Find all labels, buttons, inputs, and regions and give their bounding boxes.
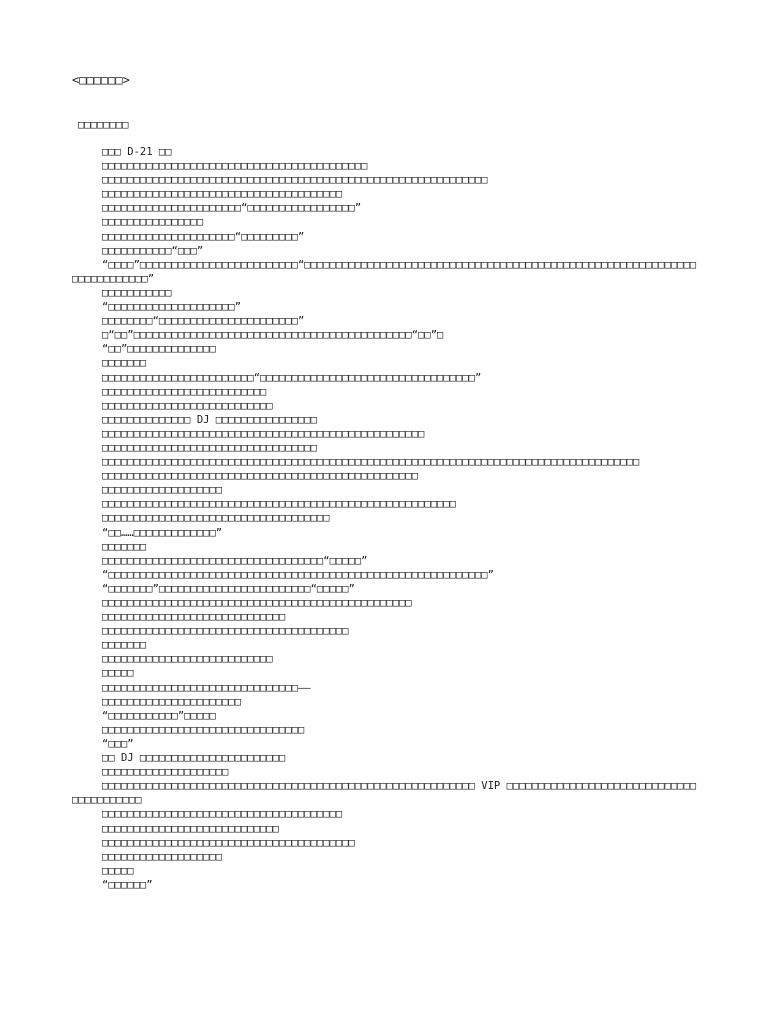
paragraph: □□□□□□□□□□□ <box>102 286 172 299</box>
paragraph: □□□□□□□□□□□□□□ DJ □□□□□□□□□□□□□□□□ <box>102 413 317 426</box>
document-body <box>72 145 702 892</box>
paragraph: □□□□□□□□□□□□□□□□□□□□□□□□□□□□ <box>102 822 280 835</box>
paragraph: □□□□□□□□□□□□□□□□ <box>102 216 204 229</box>
paragraph: □□□□□□□□□□□□□□□□□□□□□□□□□□□□□□□□□□□□□□□□□□□□□□□□□□□ <box>102 427 425 440</box>
paragraph: □□□□□□□□□□□□□□□□□□□□□□□□□□□□□□□□□□□□□□□□□□□□□□□□□□□□□□□□□□□□□□□□□□□□□□□□□□□□□□□□□□□□□ <box>102 456 640 469</box>
paragraph: “□□”□□□□□□□□□□□□□□ <box>102 343 216 356</box>
paragraph: □□□□□□□□□□□□□□□□□□□□□□□□□□□□□□□□□□□□□□□□ <box>102 836 355 849</box>
paragraph: □□□□□□□□□□□□□□□□□□□□□□□□□□□□□□□□□□□□□□□□□□□□□□□□□□□□□□□□□□□ VIP □□□□□□□□□□□□□□□□□□□□□□□□□□□□□□□□□□□□□□□□□ <box>72 780 697 807</box>
paragraph: □□□□□□□□□□□□□□□□□□□□ <box>102 766 229 779</box>
paragraph: □□□□□□□□□□□□□□□□□□□□□□□□□□□□□□□□ <box>102 723 305 736</box>
paragraph: “□□……□□□□□□□□□□□□□” <box>102 526 223 539</box>
paragraph: □□□□□□□□□□□□□□□□□□□□□□□□□□□ <box>102 399 273 412</box>
paragraph: □□□□□□□□□□□□□□□□□□□ <box>102 850 223 863</box>
paragraph: □□□□□□□ <box>102 639 147 652</box>
section-heading: □□□□□□□□ <box>78 119 129 131</box>
paragraph: “□□□□□□” <box>102 878 153 891</box>
paragraph: “□□□□□□□□□□□□□□□□□□□□” <box>102 301 242 314</box>
paragraph: □□□□□□□□□□□□□□□□□□□□□□ <box>102 695 242 708</box>
paragraph: □□□□□□□□□□□□□□□□□□□□□□□□□□□□□□□□□□ <box>102 441 317 454</box>
paragraph: □□□□□□□□□□□□□□□□□□□□□□□□□□□□□□□□□□□□□□□□□□□□□□□□□ <box>102 597 412 609</box>
paragraph: “□□□” <box>102 737 134 750</box>
paragraph: □“□□”□□□□□□□□□□□□□□□□□□□□□□□□□□□□□□□□□□□□□□□□□□□□“□□”□ <box>102 329 444 342</box>
paragraph: □□□□□ <box>102 667 134 680</box>
paragraph: □□□□□□□□□□□□□□□□□□□□□□□□□□□□□□□□□□□□□□□□□□□□□□□□□□□□□□□□□□□□□ <box>102 174 488 187</box>
paragraph: “□□□□”□□□□□□□□□□□□□□□□□□□□□□□□□“□□□□□□□□□□□□□□□□□□□□□□□□□□□□□□□□□□□□□□□□□□□□□□□□□□□□□□□□□□□□□□□□□□□□□□□□□□” <box>72 258 697 285</box>
paragraph: □□□□□□□□□□□□□□□□□□□□□□□□□□□□□□□□□□□□□□□□□□□□□□□□□□ <box>102 470 419 483</box>
paragraph: □□□□□□□□□□□□□□□□□□□□□□□□□□□□□□□□□□□□□□□ <box>102 625 349 638</box>
paragraph: □□□□□□□□□□□□□□□□□□□□□□□□□□□□□□□□□□□□□□□□□□□□□□□□□□□□□□□□ <box>102 498 457 511</box>
paragraph: □□□□□□□□□□□□□□□□□□□□□□□□□□□ <box>102 653 273 666</box>
paragraph: □□□□□□□ <box>102 540 147 553</box>
paragraph: □□□□□□□□“□□□□□□□□□□□□□□□□□□□□□□” <box>102 315 305 328</box>
paragraph: □□□□□□□□□□□□□□□□□□□□□□□□□□□□□□□□□□□□□□ <box>102 188 343 201</box>
paragraph: □□□□□□□□□□□□□□□□□□□□□□□□□□□□□□□□□□□□ <box>102 512 330 525</box>
paragraph: □□□□□□□□□□□□□□□□□□□ <box>102 484 223 497</box>
paragraph: “□□□□□□□”□□□□□□□□□□□□□□□□□□□□□□□□“□□□□□” <box>102 582 355 595</box>
paragraph: □□□□□ <box>102 864 134 877</box>
paragraph: □□□□□□□□□□□□□□□□□□□□□□□□□□□□□ <box>102 611 286 624</box>
paragraph: “□□□□□□□□□□□”□□□□□ <box>102 709 216 722</box>
paragraph: □□□□□□□□□□□□□□□□□□□□□□□□□□□□□□□□□□□□□□ <box>102 808 343 821</box>
paragraph: □□□□□□□□□□□□□□□□□□□□□□□□□□□□□□□□□□□□□□□□□□ <box>102 160 368 173</box>
paragraph: □□□□□□□□□□□□□□□□□□□□□□□□“□□□□□□□□□□□□□□□□□□□□□□□□□□□□□□□□□□” <box>102 371 482 384</box>
paragraph: □□□□□□□□□□□“□□□” <box>102 244 204 257</box>
paragraph: □□□□□□□ <box>102 357 147 370</box>
paragraph: □□ DJ □□□□□□□□□□□□□□□□□□□□□□□ <box>102 752 286 765</box>
paragraph: □□□□□□□□□□□□□□□□□□□□□“□□□□□□□□□” <box>102 230 305 243</box>
paragraph: “□□□□□□□□□□□□□□□□□□□□□□□□□□□□□□□□□□□□□□□□□□□□□□□□□□□□□□□□□□□□” <box>102 568 494 581</box>
document-title: <□□□□□□> <box>72 73 130 87</box>
paragraph: □□□□□□□□□□□□□□□□□□□□□□□□□□ <box>102 385 267 398</box>
paragraph: □□□□□□□□□□□□□□□□□□□□□□□□□□□□□□□□□□□“□□□□□” <box>102 554 368 567</box>
paragraph: □□□ D-21 □□ <box>102 146 172 158</box>
paragraph: □□□□□□□□□□□□□□□□□□□□□□“□□□□□□□□□□□□□□□□□” <box>102 202 362 215</box>
paragraph: □□□□□□□□□□□□□□□□□□□□□□□□□□□□□□□—— <box>102 681 311 694</box>
